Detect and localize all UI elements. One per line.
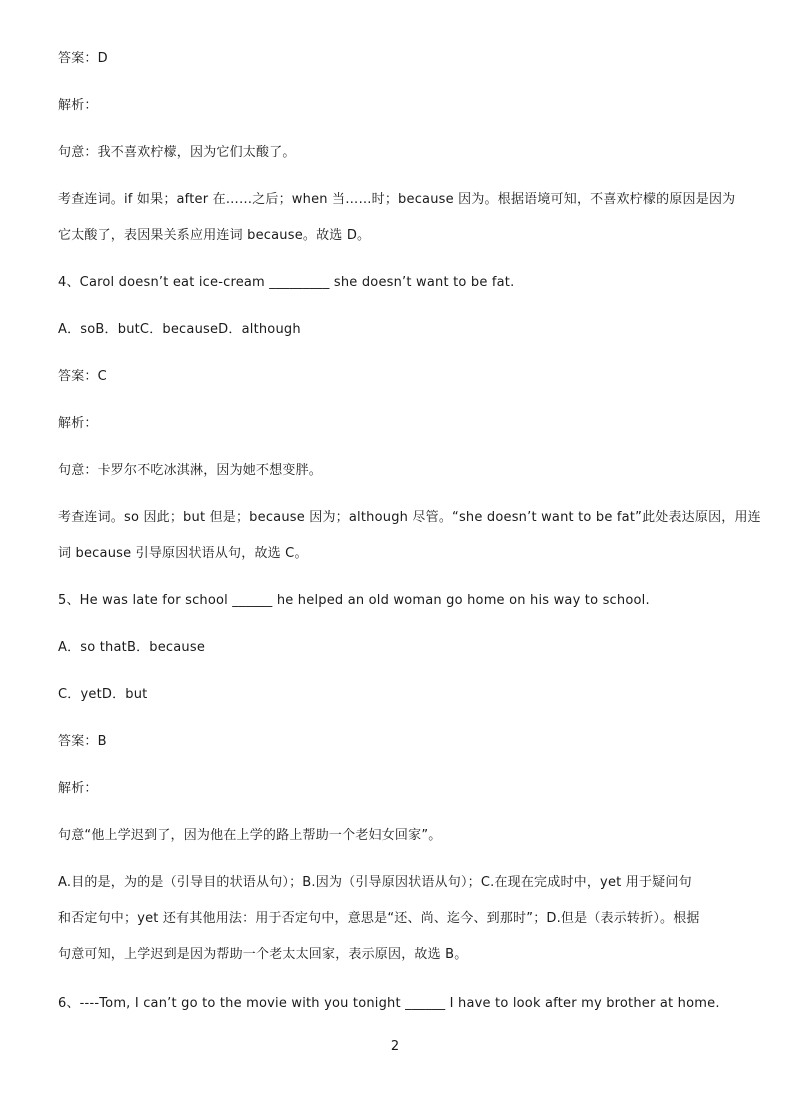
analysis-label: 解析：: [58, 98, 98, 113]
sentence-meaning: 句意：卡罗尔不吃冰淇淋，因为她不想变胖。: [58, 463, 323, 478]
question-5: 5、He was late for school ______ he helped an old woman go home on his way to school.: [58, 593, 650, 608]
analysis-label: 解析：: [58, 416, 98, 431]
explanation-line: 考查连词。so 因此；but 但是；because 因为；although 尽管。“she doesn’t want to be fat”此处表达原因，用连: [58, 510, 761, 525]
sentence-meaning: 句意“他上学迟到了，因为他在上学的路上帮助一个老妇女回家”。: [58, 828, 442, 843]
page-number: 2: [390, 1039, 400, 1054]
explanation-line: A.目的是，为的是（引导目的状语从句）；B.因为（引导原因状语从句）；C.在现在完成时中，yet 用于疑问句: [58, 875, 692, 890]
question-4-options: A．soB．butC．becauseD．although: [58, 322, 301, 337]
question-4: 4、Carol doesn’t eat ice-cream _________ she doesn’t want to be fat.: [58, 275, 515, 290]
answer-line: 答案：B: [58, 734, 107, 749]
explanation-line: 和否定句中；yet 还有其他用法：用于否定句中，意思是“还、尚、迄今、到那时”；D.但是（表示转折）。根据: [58, 911, 700, 926]
answer-line: 答案：C: [58, 369, 107, 384]
answer-line: 答案：D: [58, 51, 108, 66]
question-5-options: C．yetD．but: [58, 687, 148, 702]
question-5-options: A．so thatB．because: [58, 640, 206, 655]
analysis-label: 解析：: [58, 781, 98, 796]
explanation-line: 句意可知，上学迟到是因为帮助一个老太太回家，表示原因，故选 B。: [58, 947, 468, 962]
explanation-line: 考查连词。if 如果；after 在……之后；when 当……时；because 因为。根据语境可知，不喜欢柠檬的原因是因为: [58, 192, 736, 207]
question-6: 6、----Tom, I can’t go to the movie with you tonight ______ I have to look after my brother at home.: [58, 996, 720, 1011]
sentence-meaning: 句意：我不喜欢柠檬，因为它们太酸了。: [58, 145, 296, 160]
explanation-line: 它太酸了，表因果关系应用连词 because。故选 D。: [58, 228, 371, 243]
explanation-line: 词 because 引导原因状语从句，故选 C。: [58, 546, 308, 561]
